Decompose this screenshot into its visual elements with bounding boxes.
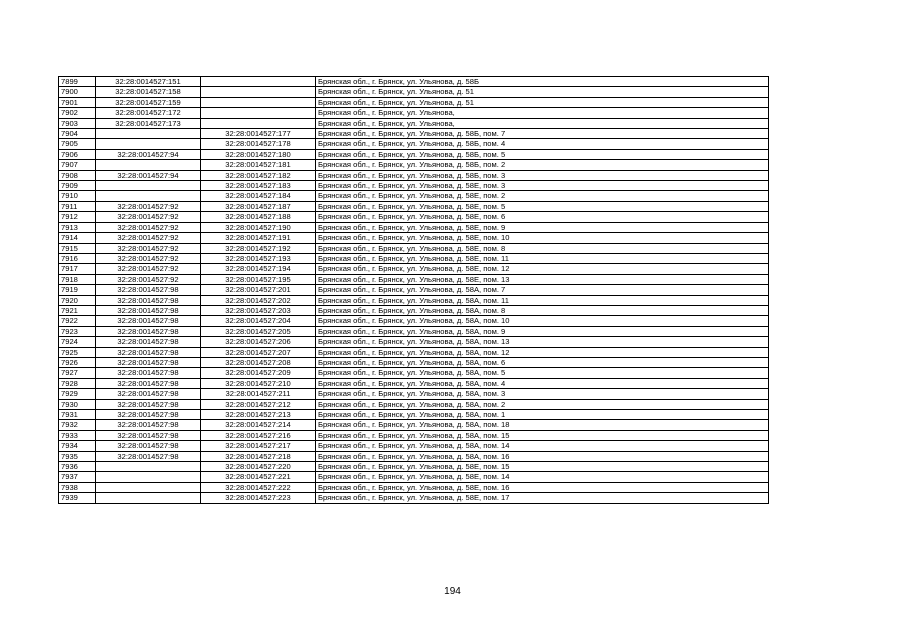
address-cell: Брянская обл., г. Брянск, ул. Ульянова, д. 58А, пом. 15 — [316, 430, 769, 440]
parent-cadastral-cell: 32:28:0014527:92 — [96, 253, 201, 263]
row-number-cell: 7918 — [59, 274, 96, 284]
row-number-cell: 7925 — [59, 347, 96, 357]
cadastral-number-cell: 32:28:0014527:210 — [201, 378, 316, 388]
cadastral-number-cell: 32:28:0014527:208 — [201, 357, 316, 367]
parent-cadastral-cell: 32:28:0014527:98 — [96, 305, 201, 315]
parent-cadastral-cell: 32:28:0014527:98 — [96, 285, 201, 295]
address-cell: Брянская обл., г. Брянск, ул. Ульянова, д. 58А, пом. 3 — [316, 389, 769, 399]
table-row — [59, 233, 769, 243]
row-number-cell: 7931 — [59, 410, 96, 420]
address-cell: Брянская обл., г. Брянск, ул. Ульянова, — [316, 118, 769, 128]
row-number-cell: 7927 — [59, 368, 96, 378]
cadastral-number-cell: 32:28:0014527:209 — [201, 368, 316, 378]
address-cell: Брянская обл., г. Брянск, ул. Ульянова, д. 58А, пом. 11 — [316, 295, 769, 305]
row-number-cell: 7916 — [59, 253, 96, 263]
table-row — [59, 77, 769, 87]
cadastral-number-cell: 32:28:0014527:220 — [201, 462, 316, 472]
parent-cadastral-cell: 32:28:0014527:98 — [96, 389, 201, 399]
parent-cadastral-cell: 32:28:0014527:98 — [96, 316, 201, 326]
table-row — [59, 191, 769, 201]
table-row — [59, 441, 769, 451]
row-number-cell: 7908 — [59, 170, 96, 180]
parent-cadastral-cell: 32:28:0014527:98 — [96, 347, 201, 357]
address-cell: Брянская обл., г. Брянск, ул. Ульянова, д. 58А, пом. 9 — [316, 326, 769, 336]
cadastral-number-cell: 32:28:0014527:194 — [201, 264, 316, 274]
table-row — [59, 347, 769, 357]
cadastral-number-cell — [201, 118, 316, 128]
parent-cadastral-cell: 32:28:0014527:98 — [96, 378, 201, 388]
cadastral-number-cell: 32:28:0014527:221 — [201, 472, 316, 482]
address-cell: Брянская обл., г. Брянск, ул. Ульянова, д. 58Е, пом. 16 — [316, 482, 769, 492]
cadastral-number-cell — [201, 87, 316, 97]
parent-cadastral-cell: 32:28:0014527:98 — [96, 430, 201, 440]
row-number-cell: 7912 — [59, 212, 96, 222]
cadastral-number-cell: 32:28:0014527:214 — [201, 420, 316, 430]
table-row — [59, 305, 769, 315]
cadastral-number-cell: 32:28:0014527:204 — [201, 316, 316, 326]
parent-cadastral-cell: 32:28:0014527:98 — [96, 399, 201, 409]
table-row — [59, 451, 769, 461]
row-number-cell: 7933 — [59, 430, 96, 440]
parent-cadastral-cell: 32:28:0014527:92 — [96, 233, 201, 243]
table-row — [59, 368, 769, 378]
cadastral-number-cell: 32:28:0014527:206 — [201, 337, 316, 347]
address-cell: Брянская обл., г. Брянск, ул. Ульянова, д. 58А, пом. 4 — [316, 378, 769, 388]
parent-cadastral-cell: 32:28:0014527:98 — [96, 295, 201, 305]
parent-cadastral-cell: 32:28:0014527:98 — [96, 441, 201, 451]
parent-cadastral-cell — [96, 181, 201, 191]
table-row — [59, 160, 769, 170]
address-cell: Брянская обл., г. Брянск, ул. Ульянова, д. 58Е, пом. 6 — [316, 212, 769, 222]
address-cell: Брянская обл., г. Брянск, ул. Ульянова, д. 58Б, пом. 3 — [316, 170, 769, 180]
cadastral-number-cell: 32:28:0014527:180 — [201, 149, 316, 159]
row-number-cell: 7911 — [59, 201, 96, 211]
row-number-cell: 7929 — [59, 389, 96, 399]
address-cell: Брянская обл., г. Брянск, ул. Ульянова, д. 58А, пом. 12 — [316, 347, 769, 357]
row-number-cell: 7910 — [59, 191, 96, 201]
cadastral-number-cell: 32:28:0014527:195 — [201, 274, 316, 284]
parent-cadastral-cell — [96, 160, 201, 170]
table-row — [59, 108, 769, 118]
row-number-cell: 7924 — [59, 337, 96, 347]
parent-cadastral-cell: 32:28:0014527:98 — [96, 337, 201, 347]
address-cell: Брянская обл., г. Брянск, ул. Ульянова, д. 58А, пом. 10 — [316, 316, 769, 326]
table-row — [59, 357, 769, 367]
cadastral-number-cell: 32:28:0014527:201 — [201, 285, 316, 295]
cadastral-number-cell: 32:28:0014527:205 — [201, 326, 316, 336]
table-row — [59, 285, 769, 295]
parent-cadastral-cell: 32:28:0014527:94 — [96, 170, 201, 180]
table-row — [59, 295, 769, 305]
row-number-cell: 7905 — [59, 139, 96, 149]
parent-cadastral-cell: 32:28:0014527:94 — [96, 149, 201, 159]
address-cell: Брянская обл., г. Брянск, ул. Ульянова, д. 58Е, пом. 2 — [316, 191, 769, 201]
table-row — [59, 326, 769, 336]
row-number-cell: 7928 — [59, 378, 96, 388]
table-row — [59, 430, 769, 440]
row-number-cell: 7939 — [59, 493, 96, 503]
row-number-cell: 7926 — [59, 357, 96, 367]
table-body — [59, 77, 769, 504]
address-cell: Брянская обл., г. Брянск, ул. Ульянова, д. 58Б, пом. 7 — [316, 129, 769, 139]
parent-cadastral-cell: 32:28:0014527:98 — [96, 410, 201, 420]
row-number-cell: 7901 — [59, 97, 96, 107]
address-cell: Брянская обл., г. Брянск, ул. Ульянова, — [316, 108, 769, 118]
cadastral-number-cell — [201, 108, 316, 118]
table-row — [59, 118, 769, 128]
cadastral-number-cell: 32:28:0014527:211 — [201, 389, 316, 399]
table-row — [59, 129, 769, 139]
address-cell: Брянская обл., г. Брянск, ул. Ульянова, д. 58Е, пом. 14 — [316, 472, 769, 482]
parent-cadastral-cell: 32:28:0014527:92 — [96, 274, 201, 284]
cadastral-number-cell: 32:28:0014527:187 — [201, 201, 316, 211]
row-number-cell: 7932 — [59, 420, 96, 430]
table-row — [59, 243, 769, 253]
table-row — [59, 399, 769, 409]
parent-cadastral-cell: 32:28:0014527:92 — [96, 264, 201, 274]
address-cell: Брянская обл., г. Брянск, ул. Ульянова, д. 58Е, пом. 12 — [316, 264, 769, 274]
address-cell: Брянская обл., г. Брянск, ул. Ульянова, д. 58Е, пом. 15 — [316, 462, 769, 472]
table-row — [59, 139, 769, 149]
address-cell: Брянская обл., г. Брянск, ул. Ульянова, д. 58А, пом. 16 — [316, 451, 769, 461]
parent-cadastral-cell: 32:28:0014527:98 — [96, 368, 201, 378]
row-number-cell: 7919 — [59, 285, 96, 295]
cadastral-number-cell: 32:28:0014527:181 — [201, 160, 316, 170]
table-row — [59, 410, 769, 420]
parent-cadastral-cell: 32:28:0014527:98 — [96, 357, 201, 367]
table-row — [59, 170, 769, 180]
cadastral-number-cell: 32:28:0014527:191 — [201, 233, 316, 243]
table-row — [59, 482, 769, 492]
parent-cadastral-cell: 32:28:0014527:158 — [96, 87, 201, 97]
address-cell: Брянская обл., г. Брянск, ул. Ульянова, д. 58Б — [316, 77, 769, 87]
table-row — [59, 181, 769, 191]
parent-cadastral-cell: 32:28:0014527:159 — [96, 97, 201, 107]
address-cell: Брянская обл., г. Брянск, ул. Ульянова, д. 58А, пом. 8 — [316, 305, 769, 315]
row-number-cell: 7913 — [59, 222, 96, 232]
row-number-cell: 7935 — [59, 451, 96, 461]
row-number-cell: 7930 — [59, 399, 96, 409]
parent-cadastral-cell — [96, 129, 201, 139]
address-cell: Брянская обл., г. Брянск, ул. Ульянова, д. 58Е, пом. 5 — [316, 201, 769, 211]
row-number-cell: 7904 — [59, 129, 96, 139]
table-row — [59, 274, 769, 284]
row-number-cell: 7937 — [59, 472, 96, 482]
table-row — [59, 201, 769, 211]
row-number-cell: 7909 — [59, 181, 96, 191]
cadastral-number-cell: 32:28:0014527:203 — [201, 305, 316, 315]
parent-cadastral-cell — [96, 472, 201, 482]
cadastral-number-cell: 32:28:0014527:193 — [201, 253, 316, 263]
cadastral-number-cell: 32:28:0014527:183 — [201, 181, 316, 191]
parent-cadastral-cell: 32:28:0014527:151 — [96, 77, 201, 87]
cadastral-number-cell: 32:28:0014527:192 — [201, 243, 316, 253]
row-number-cell: 7899 — [59, 77, 96, 87]
cadastral-number-cell: 32:28:0014527:188 — [201, 212, 316, 222]
cadastral-number-cell: 32:28:0014527:222 — [201, 482, 316, 492]
row-number-cell: 7914 — [59, 233, 96, 243]
table-row — [59, 222, 769, 232]
table-row — [59, 212, 769, 222]
address-cell: Брянская обл., г. Брянск, ул. Ульянова, д. 58Б, пом. 4 — [316, 139, 769, 149]
cadastral-number-cell: 32:28:0014527:207 — [201, 347, 316, 357]
row-number-cell: 7917 — [59, 264, 96, 274]
parent-cadastral-cell — [96, 191, 201, 201]
address-cell: Брянская обл., г. Брянск, ул. Ульянова, д. 58А, пом. 18 — [316, 420, 769, 430]
parent-cadastral-cell: 32:28:0014527:98 — [96, 420, 201, 430]
address-cell: Брянская обл., г. Брянск, ул. Ульянова, д. 58А, пом. 5 — [316, 368, 769, 378]
address-cell: Брянская обл., г. Брянск, ул. Ульянова, д. 58Б, пом. 2 — [316, 160, 769, 170]
row-number-cell: 7923 — [59, 326, 96, 336]
parent-cadastral-cell: 32:28:0014527:92 — [96, 243, 201, 253]
address-cell: Брянская обл., г. Брянск, ул. Ульянова, д. 58Е, пом. 13 — [316, 274, 769, 284]
row-number-cell: 7906 — [59, 149, 96, 159]
parent-cadastral-cell: 32:28:0014527:172 — [96, 108, 201, 118]
table-row — [59, 87, 769, 97]
cadastral-number-cell: 32:28:0014527:217 — [201, 441, 316, 451]
cadastral-number-cell: 32:28:0014527:218 — [201, 451, 316, 461]
row-number-cell: 7915 — [59, 243, 96, 253]
parent-cadastral-cell: 32:28:0014527:92 — [96, 212, 201, 222]
table-row — [59, 389, 769, 399]
address-cell: Брянская обл., г. Брянск, ул. Ульянова, д. 51 — [316, 97, 769, 107]
row-number-cell: 7938 — [59, 482, 96, 492]
address-cell: Брянская обл., г. Брянск, ул. Ульянова, д. 58А, пом. 13 — [316, 337, 769, 347]
parent-cadastral-cell — [96, 462, 201, 472]
cadastral-number-cell: 32:28:0014527:212 — [201, 399, 316, 409]
table-row — [59, 264, 769, 274]
row-number-cell: 7920 — [59, 295, 96, 305]
address-cell: Брянская обл., г. Брянск, ул. Ульянова, д. 58Е, пом. 3 — [316, 181, 769, 191]
address-cell: Брянская обл., г. Брянск, ул. Ульянова, д. 58Е, пом. 8 — [316, 243, 769, 253]
table-row — [59, 149, 769, 159]
table-row — [59, 316, 769, 326]
parent-cadastral-cell: 32:28:0014527:92 — [96, 201, 201, 211]
cadastral-number-cell: 32:28:0014527:202 — [201, 295, 316, 305]
address-cell: Брянская обл., г. Брянск, ул. Ульянова, д. 58Е, пом. 9 — [316, 222, 769, 232]
cadastral-number-cell — [201, 97, 316, 107]
page-number: 194 — [444, 586, 461, 597]
parent-cadastral-cell: 32:28:0014527:98 — [96, 451, 201, 461]
parent-cadastral-cell — [96, 482, 201, 492]
cadastral-number-cell: 32:28:0014527:190 — [201, 222, 316, 232]
row-number-cell: 7900 — [59, 87, 96, 97]
address-cell: Брянская обл., г. Брянск, ул. Ульянова, д. 58А, пом. 2 — [316, 399, 769, 409]
cadastral-number-cell: 32:28:0014527:177 — [201, 129, 316, 139]
cadastral-number-cell: 32:28:0014527:182 — [201, 170, 316, 180]
address-cell: Брянская обл., г. Брянск, ул. Ульянова, д. 58Е, пом. 11 — [316, 253, 769, 263]
table-row — [59, 253, 769, 263]
address-cell: Брянская обл., г. Брянск, ул. Ульянова, д. 58А, пом. 7 — [316, 285, 769, 295]
address-cell: Брянская обл., г. Брянск, ул. Ульянова, д. 58А, пом. 6 — [316, 357, 769, 367]
cadastral-number-cell: 32:28:0014527:216 — [201, 430, 316, 440]
table-row — [59, 378, 769, 388]
parent-cadastral-cell — [96, 139, 201, 149]
row-number-cell: 7922 — [59, 316, 96, 326]
address-cell: Брянская обл., г. Брянск, ул. Ульянова, д. 51 — [316, 87, 769, 97]
address-cell: Брянская обл., г. Брянск, ул. Ульянова, д. 58Е, пом. 10 — [316, 233, 769, 243]
row-number-cell: 7907 — [59, 160, 96, 170]
table-row — [59, 337, 769, 347]
table-row — [59, 462, 769, 472]
cadastral-number-cell: 32:28:0014527:213 — [201, 410, 316, 420]
address-cell: Брянская обл., г. Брянск, ул. Ульянова, д. 58А, пом. 14 — [316, 441, 769, 451]
parent-cadastral-cell — [96, 493, 201, 503]
table-row — [59, 493, 769, 503]
property-registry-table — [58, 76, 769, 504]
parent-cadastral-cell: 32:28:0014527:92 — [96, 222, 201, 232]
parent-cadastral-cell: 32:28:0014527:98 — [96, 326, 201, 336]
address-cell: Брянская обл., г. Брянск, ул. Ульянова, д. 58Е, пом. 17 — [316, 493, 769, 503]
row-number-cell: 7902 — [59, 108, 96, 118]
cadastral-number-cell: 32:28:0014527:184 — [201, 191, 316, 201]
row-number-cell: 7921 — [59, 305, 96, 315]
table-row — [59, 420, 769, 430]
table-row — [59, 472, 769, 482]
parent-cadastral-cell: 32:28:0014527:173 — [96, 118, 201, 128]
address-cell: Брянская обл., г. Брянск, ул. Ульянова, д. 58А, пом. 1 — [316, 410, 769, 420]
cadastral-number-cell: 32:28:0014527:178 — [201, 139, 316, 149]
row-number-cell: 7934 — [59, 441, 96, 451]
address-cell: Брянская обл., г. Брянск, ул. Ульянова, д. 58Б, пом. 5 — [316, 149, 769, 159]
table-row — [59, 97, 769, 107]
cadastral-number-cell — [201, 77, 316, 87]
row-number-cell: 7903 — [59, 118, 96, 128]
cadastral-number-cell: 32:28:0014527:223 — [201, 493, 316, 503]
row-number-cell: 7936 — [59, 462, 96, 472]
